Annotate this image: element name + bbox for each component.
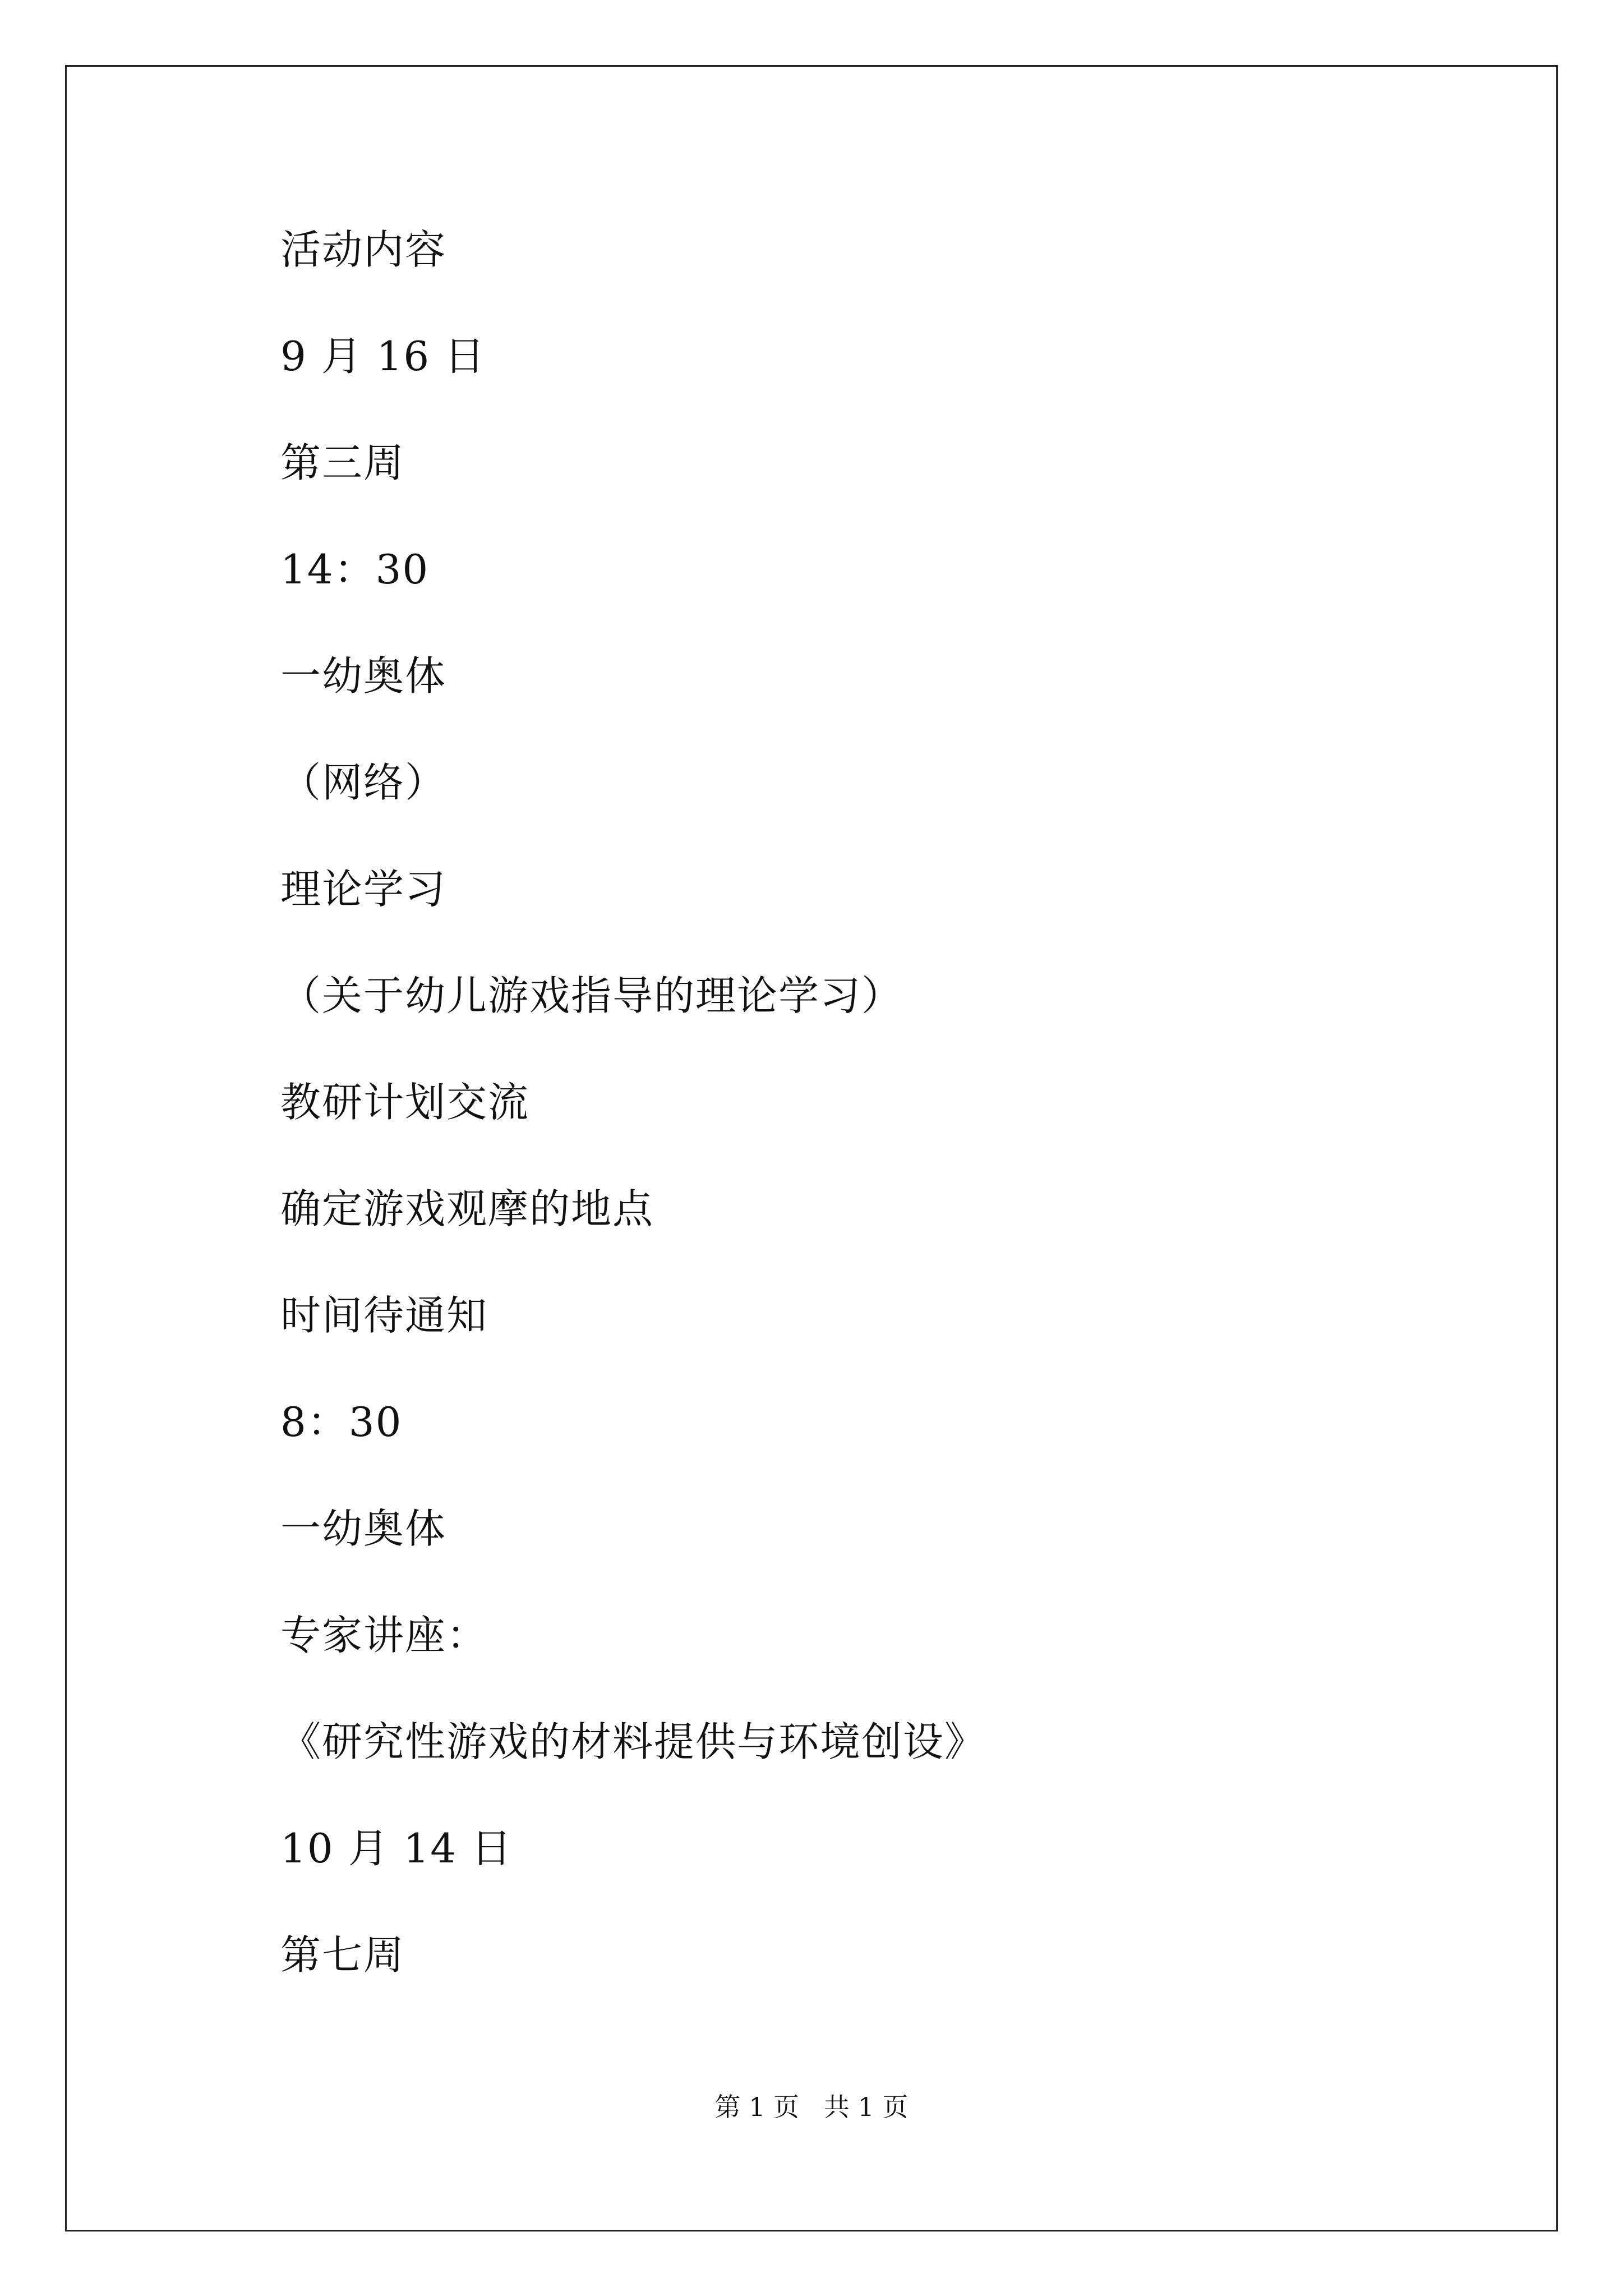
text-line: （网络） — [280, 759, 447, 806]
text-line: 8：30 — [280, 1398, 403, 1446]
text-line: 活动内容 — [280, 226, 447, 273]
text-line: 第七周 — [280, 1931, 405, 1978]
document-body — [280, 219, 1458, 2031]
text-line: 确定游戏观摩的地点 — [280, 1185, 654, 1232]
text-line: （关于幼儿游戏指导的理论学习） — [280, 972, 903, 1019]
page-footer: 第 1 页 共 1 页 — [714, 2092, 909, 2122]
text-line: 14：30 — [280, 546, 430, 593]
text-line: 理论学习 — [280, 866, 447, 913]
text-line: 一幼奥体 — [280, 652, 447, 700]
text-line: 时间待通知 — [280, 1292, 488, 1339]
text-line: 专家讲座： — [280, 1612, 488, 1659]
text-line: 《研究性游戏的材料提供与环境创设》 — [280, 1718, 986, 1765]
text-line: 9 月 16 日 — [280, 333, 486, 380]
text-line: 第三周 — [280, 439, 405, 486]
text-line: 一幼奥体 — [280, 1505, 447, 1552]
text-line: 10 月 14 日 — [280, 1825, 513, 1872]
text-line: 教研计划交流 — [280, 1079, 530, 1126]
